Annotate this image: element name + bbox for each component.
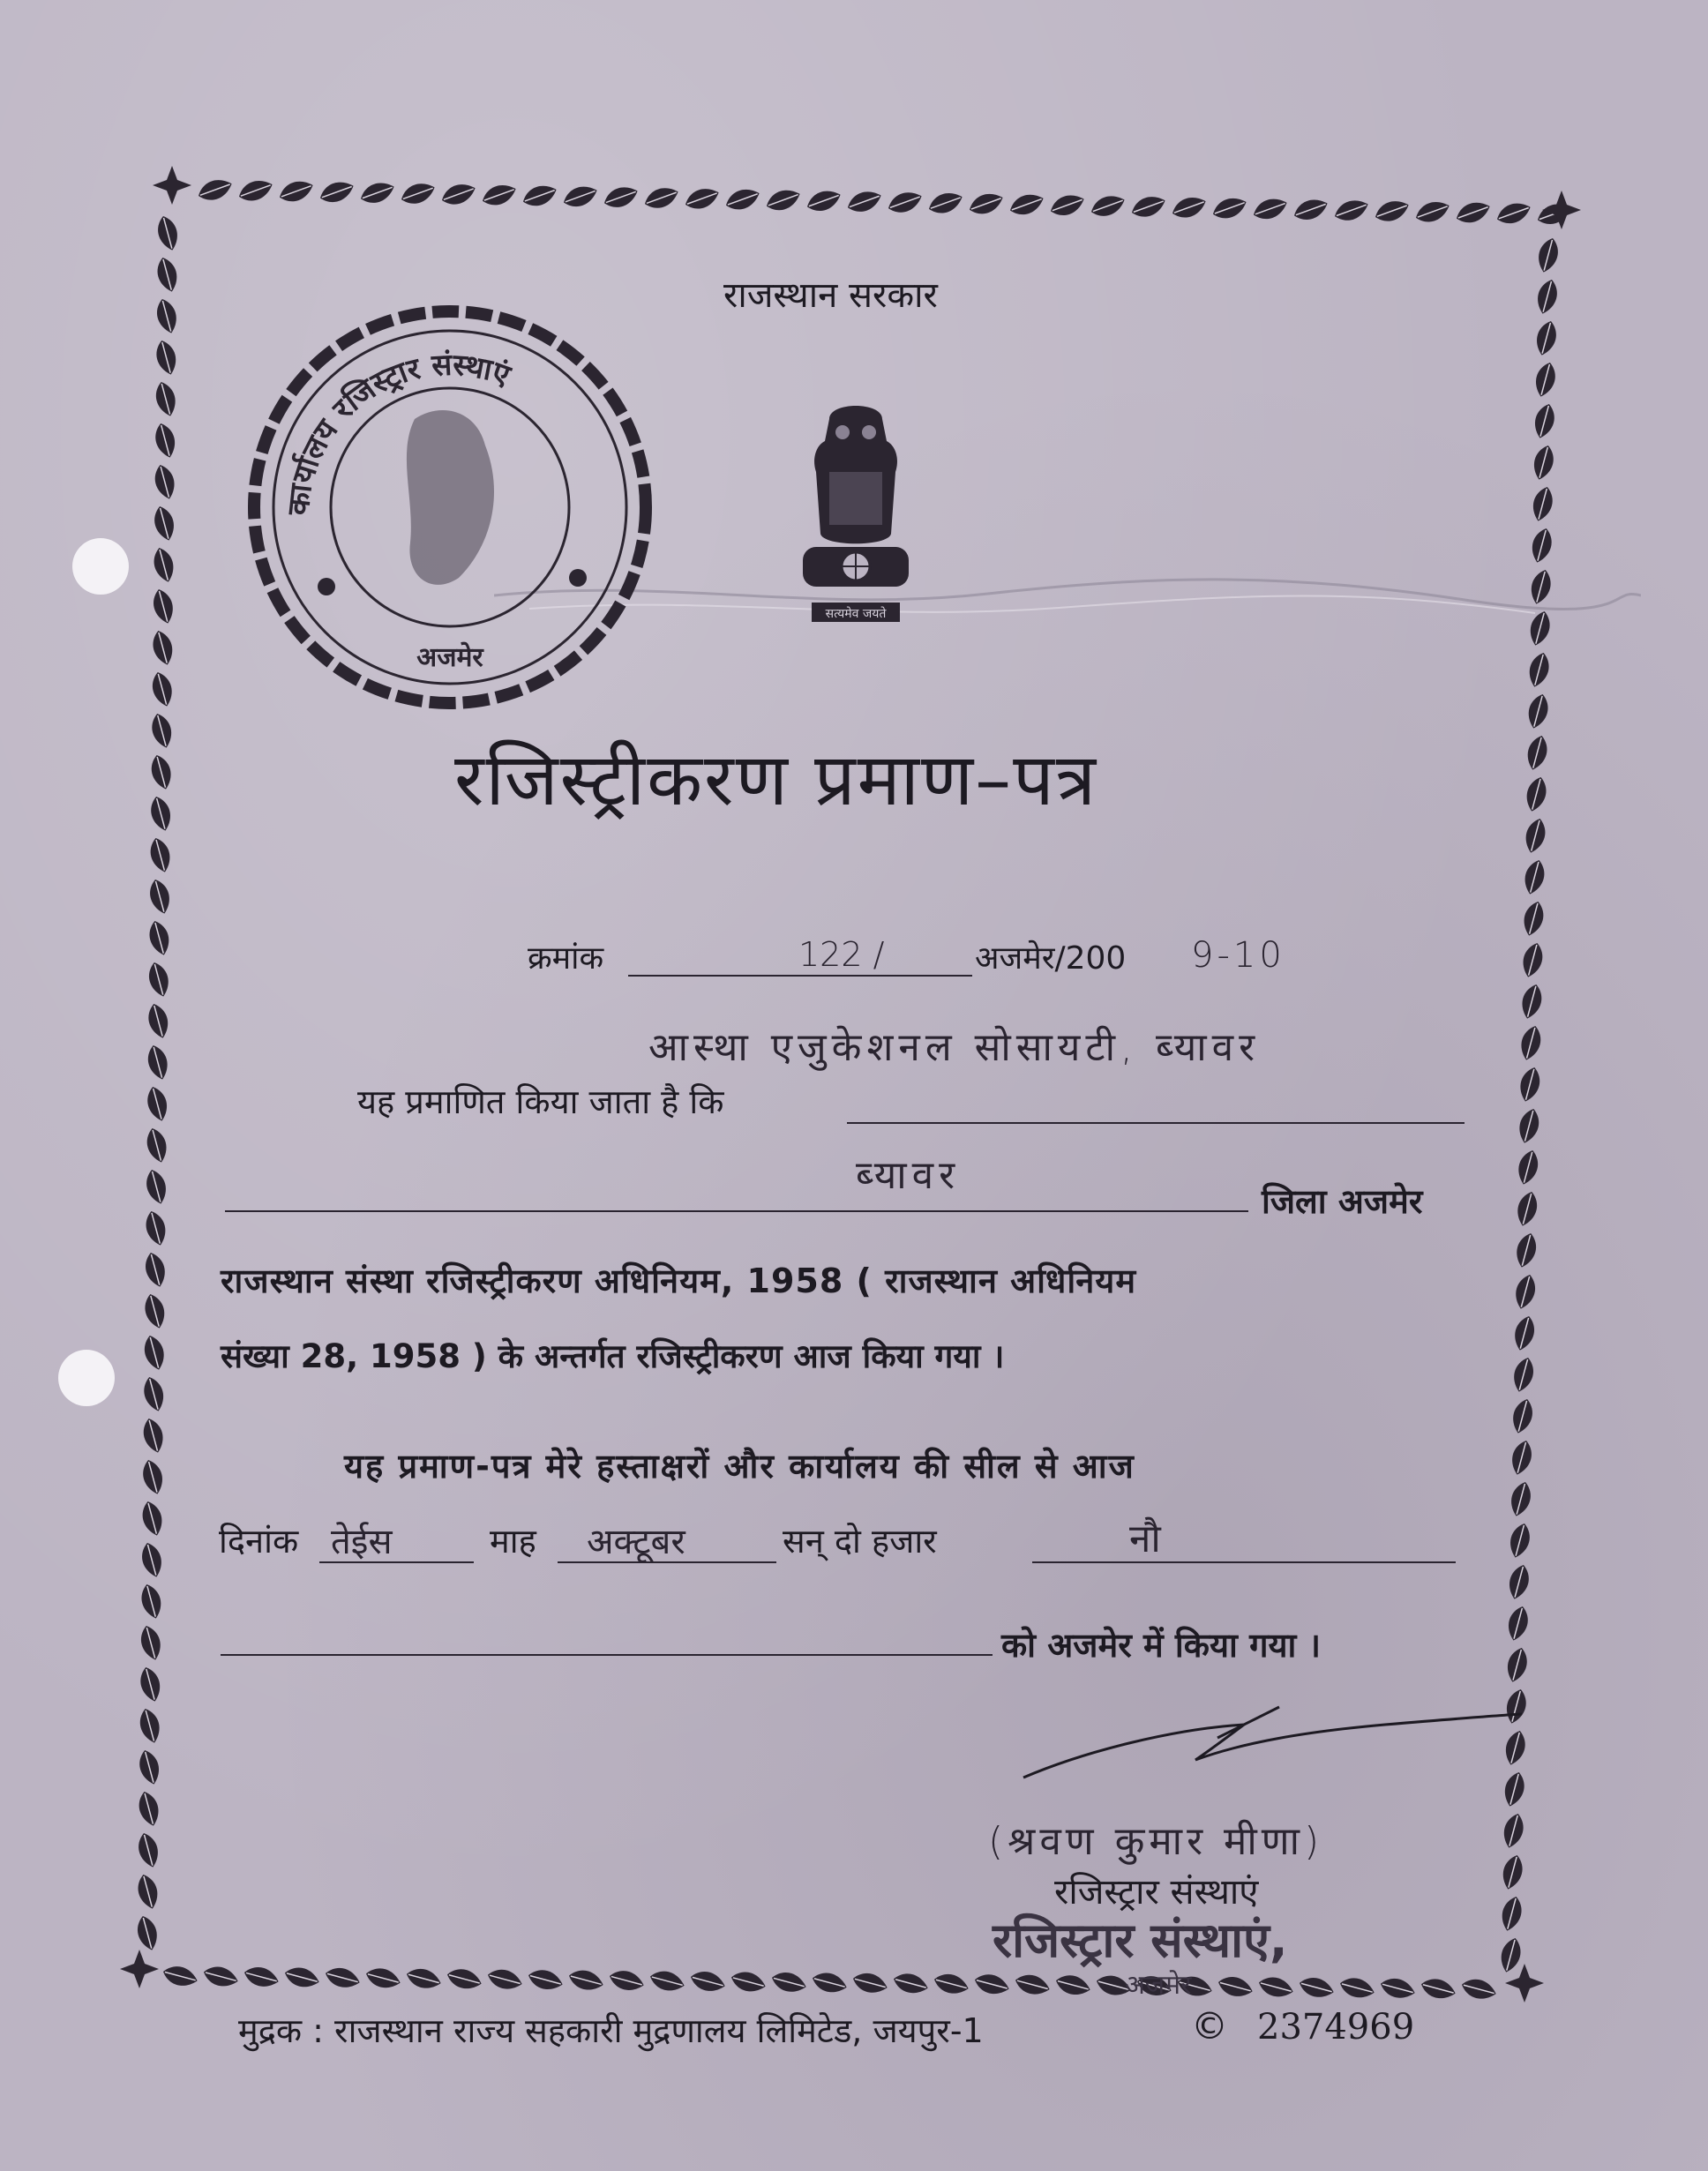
signature	[1015, 1689, 1526, 1795]
signatory-stamp: रजिस्ट्रार संस्थाएं,	[993, 1913, 1288, 1968]
number-label: क्रमांक	[528, 940, 604, 977]
signatory-designation: रजिस्ट्रार संस्थाएं	[1054, 1872, 1259, 1913]
number-line	[628, 975, 972, 977]
certificate-title: रजिस्ट्रीकरण प्रमाण–पत्र	[454, 738, 1098, 822]
date-year-label: सन् दो हजार	[783, 1522, 937, 1561]
date-year-line	[1032, 1561, 1456, 1563]
seal-bottom-text: अजमेर	[416, 642, 483, 673]
society-name: आस्था एजुकेशनल सोसायटी, ब्यावर	[648, 1025, 1261, 1070]
place-handwritten: ब्यावर	[856, 1153, 961, 1198]
date-day: तेईस	[331, 1522, 393, 1562]
stamp-place: अजमेर	[1125, 1970, 1192, 2001]
place-line	[225, 1210, 1248, 1212]
district-text: जिला अजमेर	[1262, 1182, 1423, 1221]
number-value: 122 /	[798, 935, 885, 974]
number-suffix: अजमेर/200	[975, 940, 1127, 977]
date-month-label: माह	[490, 1522, 536, 1561]
copyright-symbol: ©	[1191, 2004, 1228, 2047]
government-header: राजस्थान सरकार	[723, 275, 938, 316]
date-day-label: दिनांक	[219, 1522, 299, 1561]
act-line-2: संख्या 28, 1958 ) के अन्तर्गत रजिस्ट्रीकरण आज किया गया ।	[221, 1337, 1005, 1375]
number-year: 9-10	[1191, 935, 1285, 976]
emblem-motto: सत्यमेव जयते	[825, 607, 887, 621]
at-ajmer-text: को अजमेर में किया गया ।	[1001, 1626, 1321, 1665]
office-seal	[238, 296, 662, 719]
national-emblem	[790, 393, 922, 640]
printer-footer: मुद्रक : राजस्थान राज्य सहकारी मुद्रणालय लिमिटेड, जयपुर-1	[238, 2011, 984, 2050]
certify-text: यह प्रमाणित किया जाता है कि	[357, 1082, 724, 1121]
date-month: अक्टूबर	[587, 1522, 685, 1562]
serial-number: 2374969	[1257, 2007, 1415, 2047]
seal-top-text: कार्यालय रजिस्ट्रार संस्थाएं	[281, 347, 515, 517]
society-line	[847, 1122, 1465, 1124]
act-line-1: राजस्थान संस्था रजिस्ट्रीकरण अधिनियम, 1958 ( राजस्थान अधिनियम	[221, 1261, 1137, 1300]
at-line	[221, 1654, 993, 1656]
issue-line: यह प्रमाण-पत्र मेरे हस्ताक्षरों और कार्यालय की सील से आज	[344, 1447, 1135, 1486]
date-year: नौ	[1129, 1516, 1161, 1561]
signatory-name: (श्रवण कुमार मीणा)	[988, 1819, 1324, 1864]
